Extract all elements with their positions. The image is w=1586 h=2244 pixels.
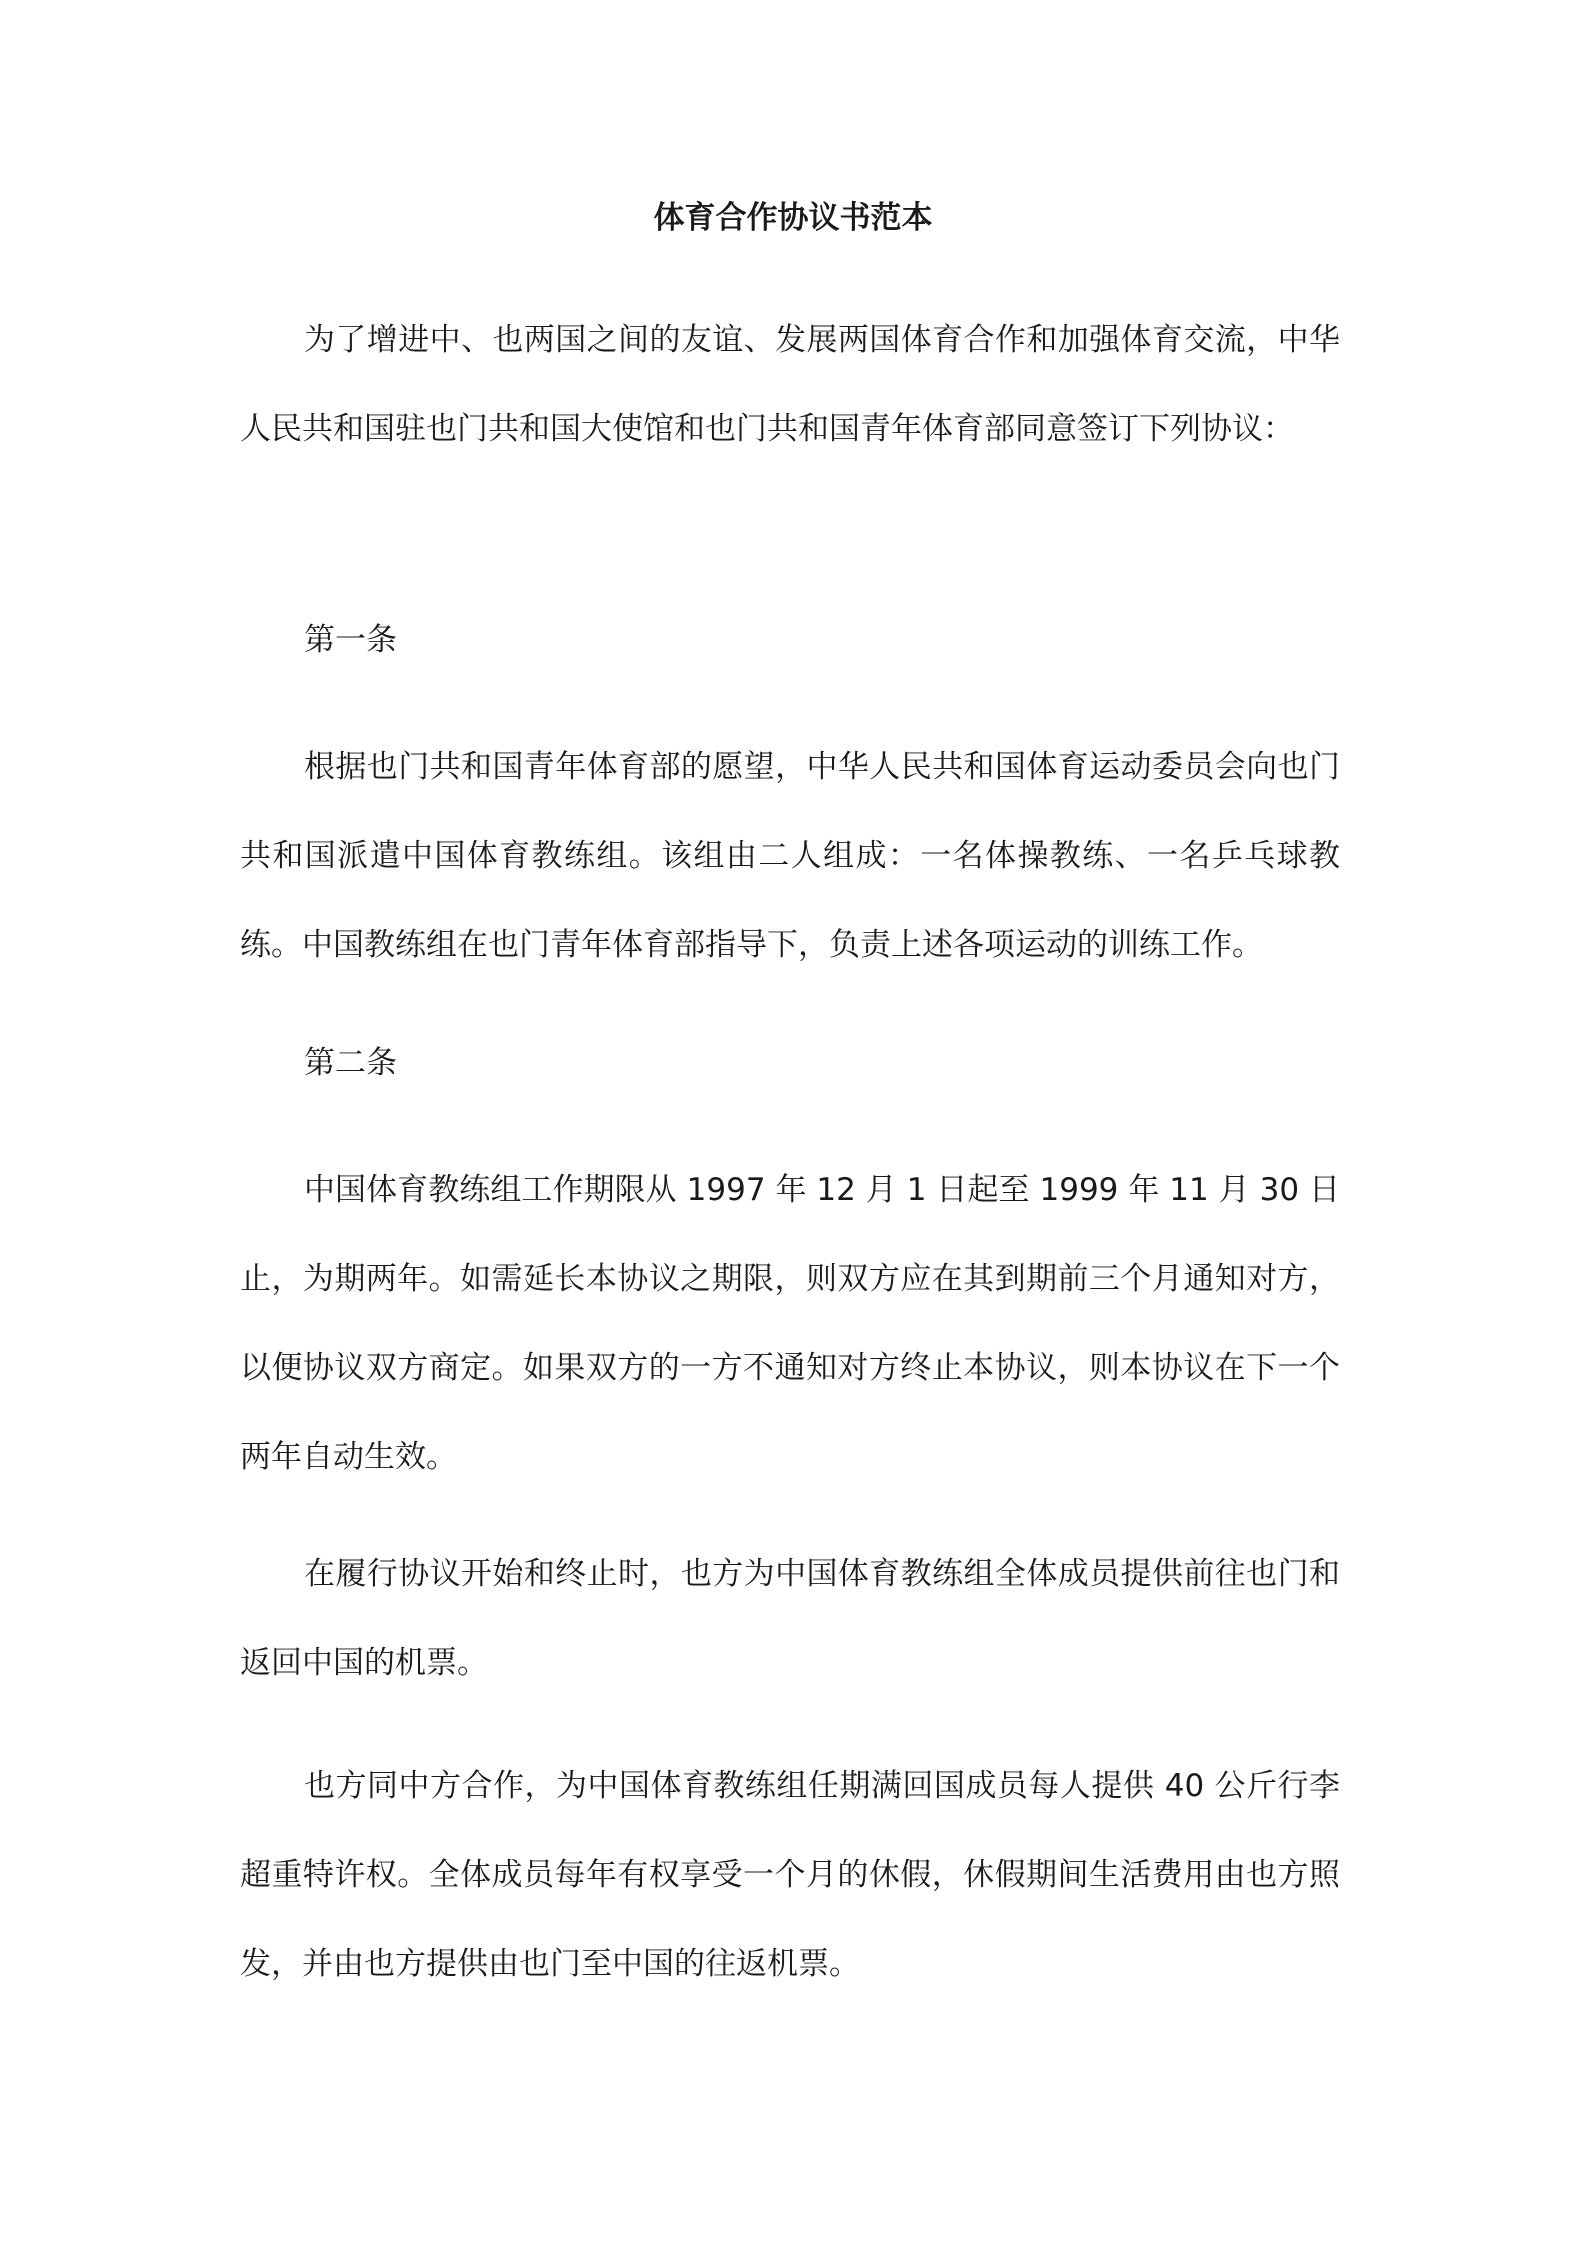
article-2-paragraph-3: 也方同中方合作，为中国体育教练组任期满回国成员每人提供 40 公斤行李超重特许权。全体成员每年有权享受一个月的休假，休假期间生活费用由也方照发，并由也方提供由也门至中国的往返机票。 <box>240 1768 1340 1982</box>
document-title: 体育合作协议书范本 <box>653 200 933 236</box>
article-1-heading: 第一条 <box>304 622 397 658</box>
intro-paragraph: 为了增进中、也两国之间的友谊、发展两国体育合作和加强体育交流，中华人民共和国驻也门共和国大使馆和也门共和国青年体育部同意签订下列协议： <box>240 322 1340 447</box>
article-2-paragraph-2: 在履行协议开始和终止时，也方为中国体育教练组全体成员提供前往也门和返回中国的机票。 <box>240 1556 1340 1681</box>
article-1-paragraph-1: 根据也门共和国青年体育部的愿望，中华人民共和国体育运动委员会向也门共和国派遣中国体育教练组。该组由二人组成：一名体操教练、一名乒乓球教练。中国教练组在也门青年体育部指导下，负责上述各项运动的训练工作。 <box>240 749 1340 963</box>
article-2-heading: 第二条 <box>304 1045 397 1081</box>
article-2-paragraph-1: 中国体育教练组工作期限从 1997 年 12 月 1 日起至 1999 年 11 月 30 日止，为期两年。如需延长本协议之期限，则双方应在其到期前三个月通知对方，以便协议双方商定。如果双方的一方不通知对方终止本协议，则本协议在下一个两年自动生效。 <box>240 1172 1340 1475</box>
